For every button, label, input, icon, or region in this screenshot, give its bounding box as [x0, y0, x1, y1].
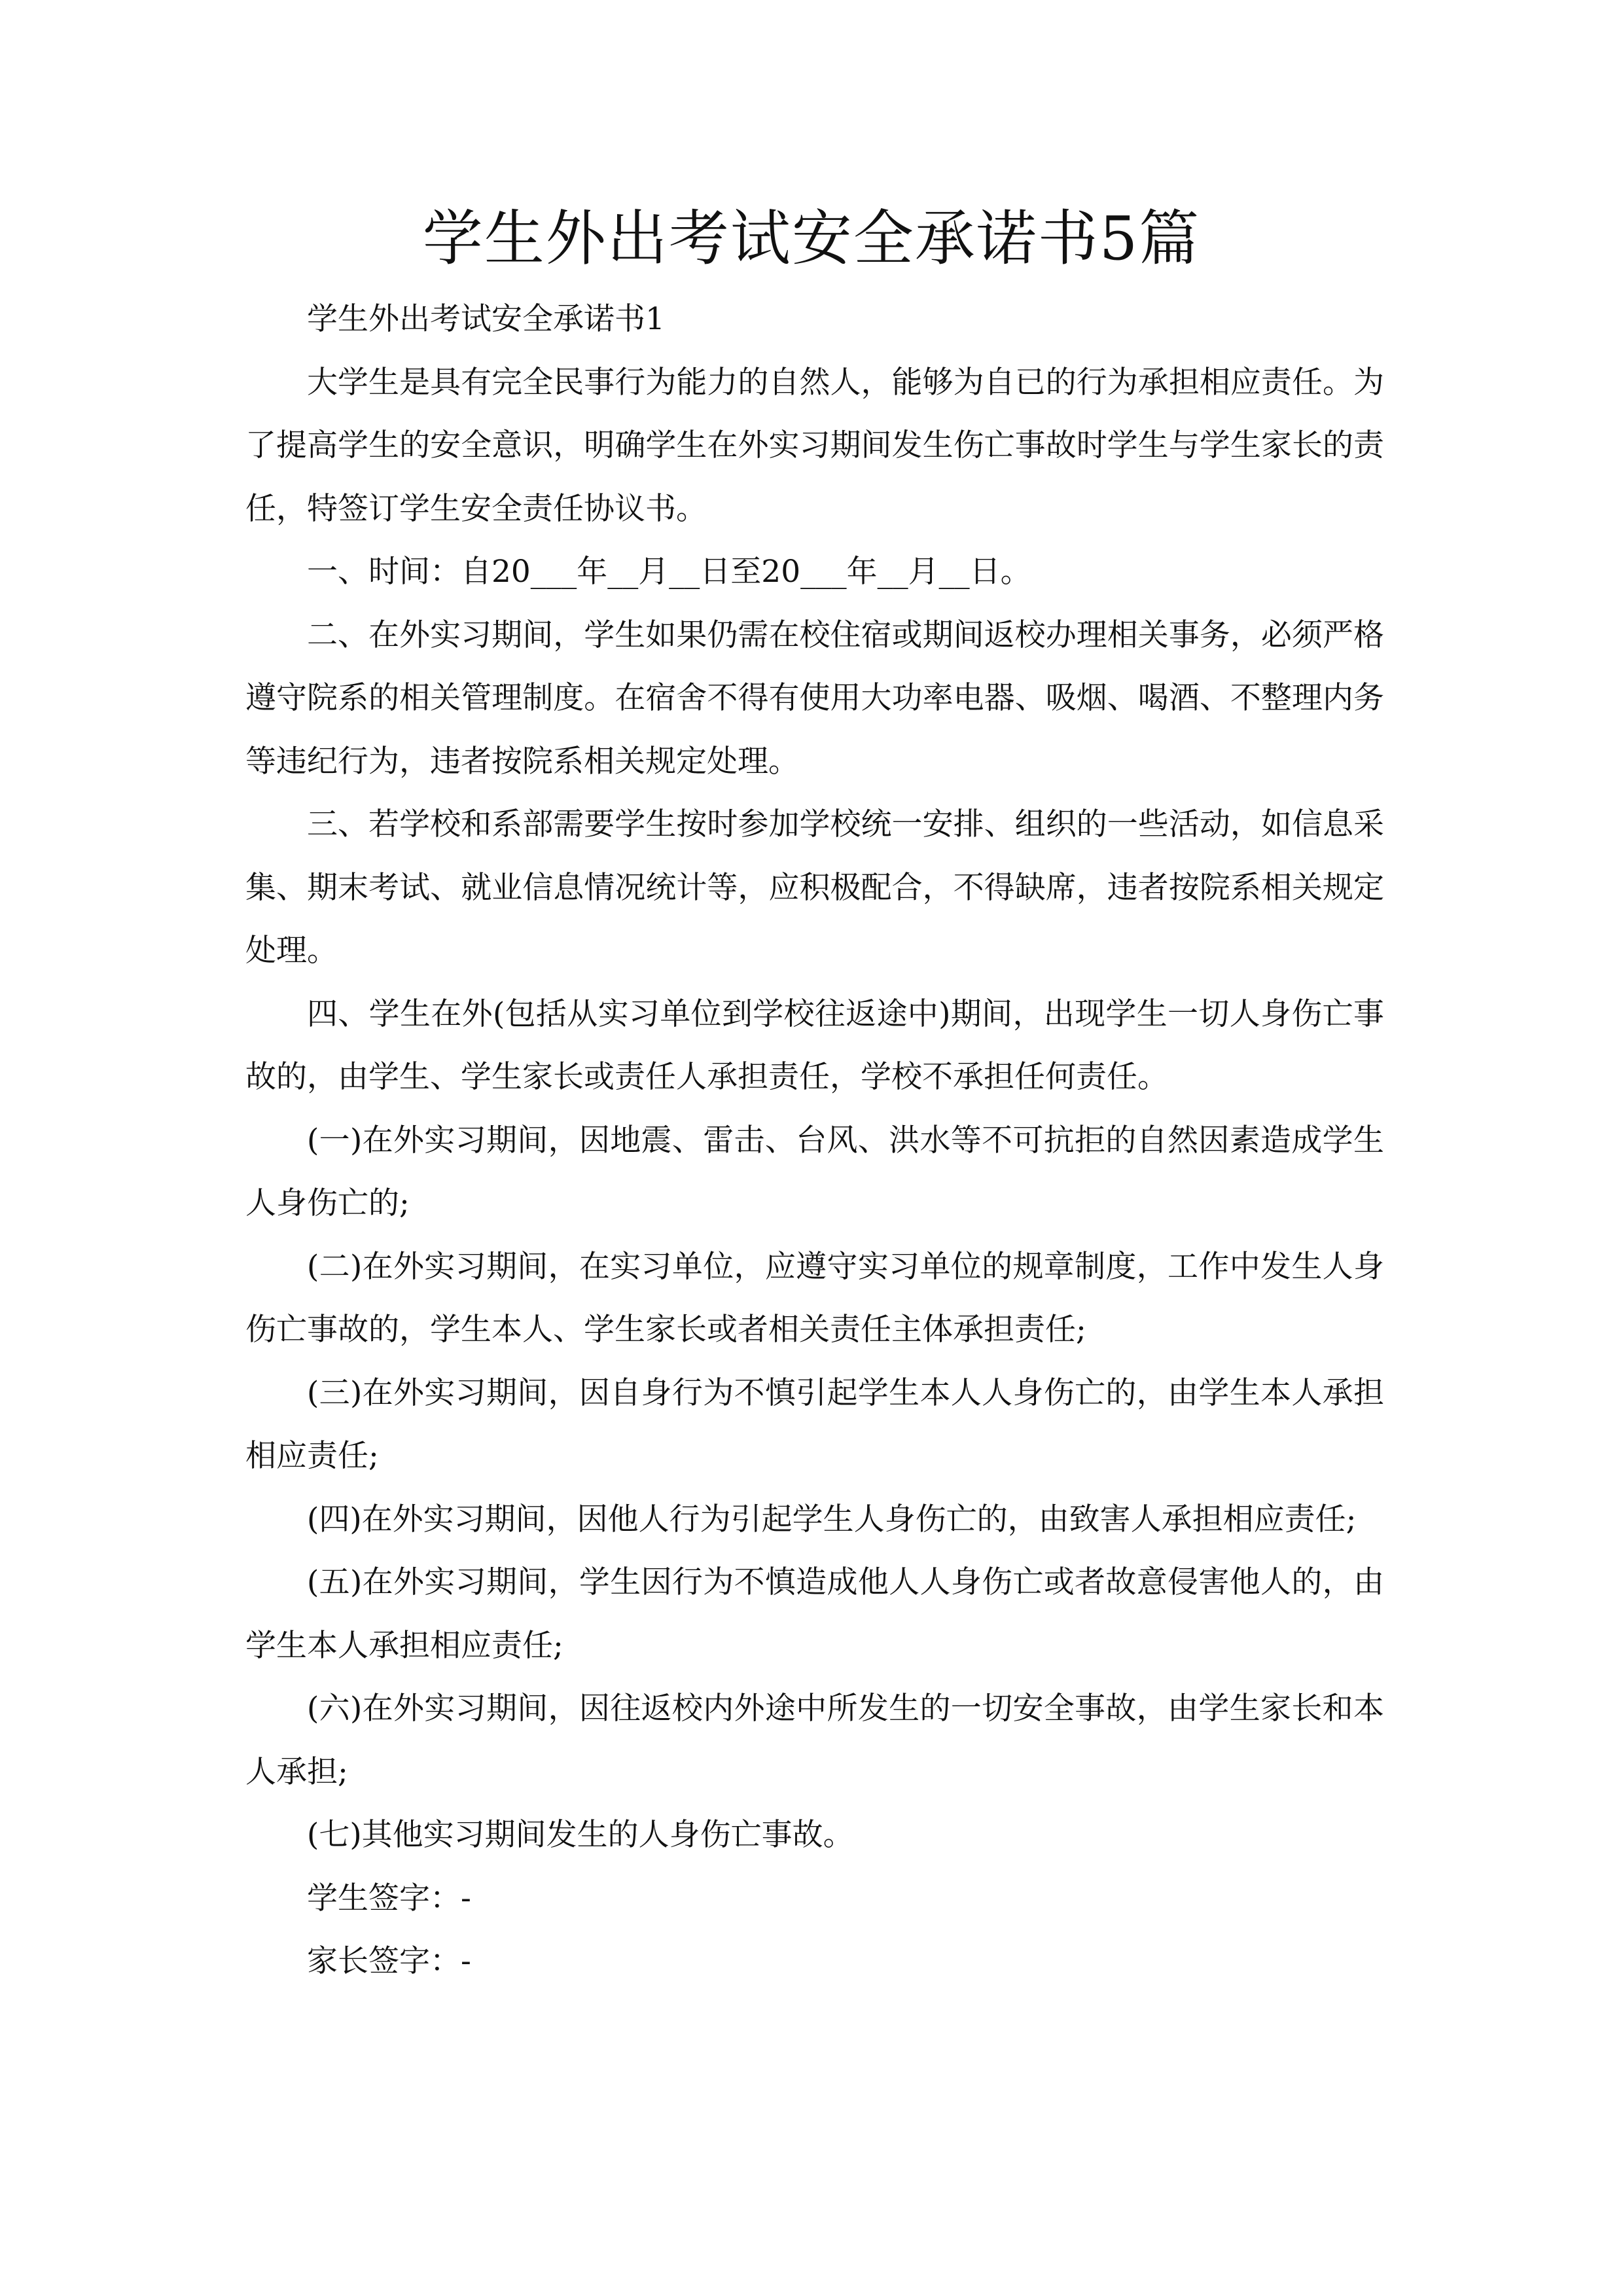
- sub-clause-6: (六)在外实习期间，因往返校内外途中所发生的一切安全事故，由学生家长和本人承担;: [245, 1691, 1384, 1790]
- clause-4-liability: 四、学生在外(包括从实习单位到学校往返途中)期间，出现学生一切人身伤亡事故的，由学生、学生家长或责任人承担责任，学校不承担任何责任。: [245, 996, 1384, 1095]
- sub-clause-1: (一)在外实习期间，因地震、雷击、台风、洪水等不可抗拒的自然因素造成学生人身伤亡的;: [245, 1122, 1384, 1221]
- clause-1-time: 一、时间：自20___年__月__日至20___年__月__日。: [307, 554, 1031, 590]
- parent-signature-line: 家长签字：-: [307, 1943, 471, 1979]
- sub-clause-4: (四)在外实习期间，因他人行为引起学生人身伤亡的，由致害人承担相应责任;: [307, 1501, 1357, 1537]
- student-signature-line: 学生签字：-: [307, 1880, 471, 1916]
- clause-2-dormitory: 二、在外实习期间，学生如果仍需在校住宿或期间返校办理相关事务，必须严格遵守院系的相关管理制度。在宿舍不得有使用大功率电器、吸烟、喝酒、不整理内务等违纪行为，违者按院系相关规定处理。: [245, 617, 1384, 780]
- document-title: 学生外出考试安全承诺书5篇: [422, 204, 1201, 274]
- sub-clause-7: (七)其他实习期间发生的人身伤亡事故。: [307, 1817, 854, 1853]
- document-body: [245, 288, 1384, 1994]
- intro-paragraph: 大学生是具有完全民事行为能力的自然人，能够为自已的行为承担相应责任。为了提高学生的安全意识，明确学生在外实习期间发生伤亡事故时学生与学生家长的责任，特签订学生安全责任协议书。: [245, 364, 1384, 527]
- sub-clause-3: (三)在外实习期间，因自身行为不慎引起学生本人人身伤亡的，由学生本人承担相应责任;: [245, 1374, 1384, 1474]
- clause-3-activities: 三、若学校和系部需要学生按时参加学校统一安排、组织的一些活动，如信息采集、期末考试、就业信息情况统计等，应积极配合，不得缺席，违者按院系相关规定处理。: [245, 806, 1384, 969]
- sub-clause-2: (二)在外实习期间，在实习单位，应遵守实习单位的规章制度，工作中发生人身伤亡事故的，学生本人、学生家长或者相关责任主体承担责任;: [245, 1248, 1384, 1348]
- section-heading: 学生外出考试安全承诺书1: [307, 301, 665, 337]
- sub-clause-5: (五)在外实习期间，学生因行为不慎造成他人人身伤亡或者故意侵害他人的，由学生本人承担相应责任;: [245, 1564, 1384, 1664]
